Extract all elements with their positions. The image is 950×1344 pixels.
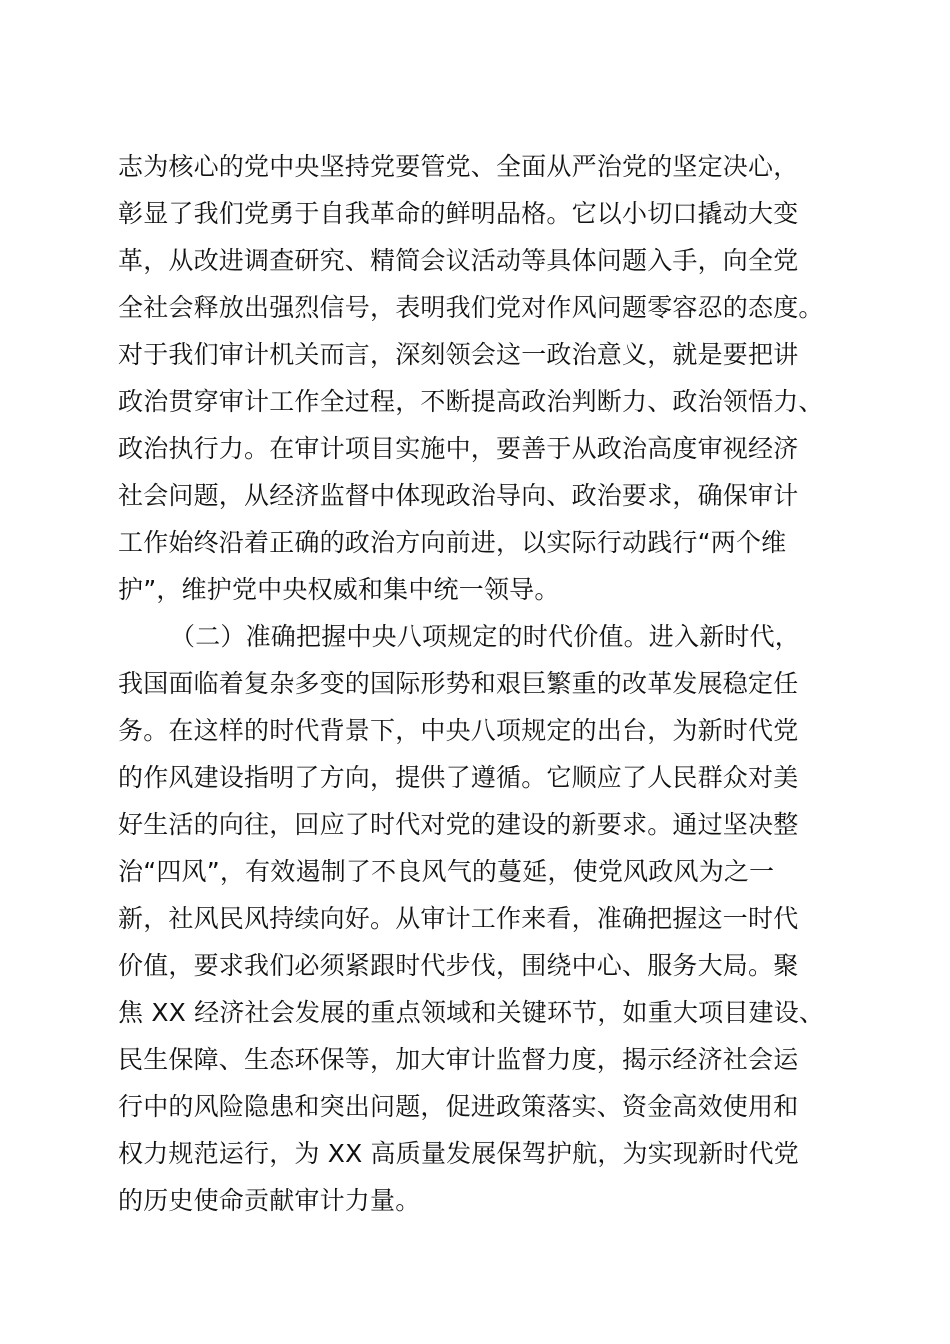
text-line: 的作风建设指明了方向，提供了遵循。它顺应了人民群众对美 [118, 763, 799, 792]
text-line: 新，社风民风持续向好。从审计工作来看，准确把握这一时代 [118, 904, 799, 933]
text-line: 民生保障、生态环保等，加大审计监督力度，揭示经济社会运 [118, 1045, 799, 1074]
text-line: 行中的风险隐患和突出问题，促进政策落实、资金高效使用和 [118, 1092, 799, 1121]
text-line: 权力规范运行，为 XX 高质量发展保驾护航，为实现新时代党 [118, 1139, 799, 1168]
text-line: 政治执行力。在审计项目实施中，要善于从政治高度审视经济 [118, 434, 799, 463]
section-heading-line: （二）准确把握中央八项规定的时代价值。进入新时代， [170, 622, 801, 651]
text-line: 的历史使命贡献审计力量。 [118, 1186, 421, 1215]
text-line: 社会问题，从经济监督中体现政治导向、政治要求，确保审计 [118, 481, 799, 510]
text-line: 工作始终沿着正确的政治方向前进，以实际行动践行“两个维 [118, 528, 787, 557]
text-line: 革，从改进调查研究、精简会议活动等具体问题入手，向全党 [118, 246, 799, 275]
text-line: 治“四风”，有效遏制了不良风气的蔓延，使党风政风为之一 [118, 857, 775, 886]
text-line: 好生活的向往，回应了时代对党的建设的新要求。通过坚决整 [118, 810, 799, 839]
text-line: 价值，要求我们必须紧跟时代步伐，围绕中心、服务大局。聚 [118, 951, 799, 980]
text-line: 对于我们审计机关而言，深刻领会这一政治意义，就是要把讲 [118, 340, 799, 369]
text-line: 志为核心的党中央坚持党要管党、全面从严治党的坚定决心， [118, 152, 799, 181]
text-line: 全社会释放出强烈信号，表明我们党对作风问题零容忍的态度。 [118, 293, 824, 322]
text-line: 务。在这样的时代背景下，中央八项规定的出台，为新时代党 [118, 716, 799, 745]
text-line: 彰显了我们党勇于自我革命的鲜明品格。它以小切口撬动大变 [118, 199, 799, 228]
text-line: 焦 XX 经济社会发展的重点领域和关键环节，如重大项目建设、 [118, 998, 825, 1027]
text-line: 护”，维护党中央权威和集中统一领导。 [118, 575, 560, 604]
text-line: 政治贯穿审计工作全过程，不断提高政治判断力、政治领悟力、 [118, 387, 824, 416]
text-line: 我国面临着复杂多变的国际形势和艰巨繁重的改革发展稳定任 [118, 669, 799, 698]
